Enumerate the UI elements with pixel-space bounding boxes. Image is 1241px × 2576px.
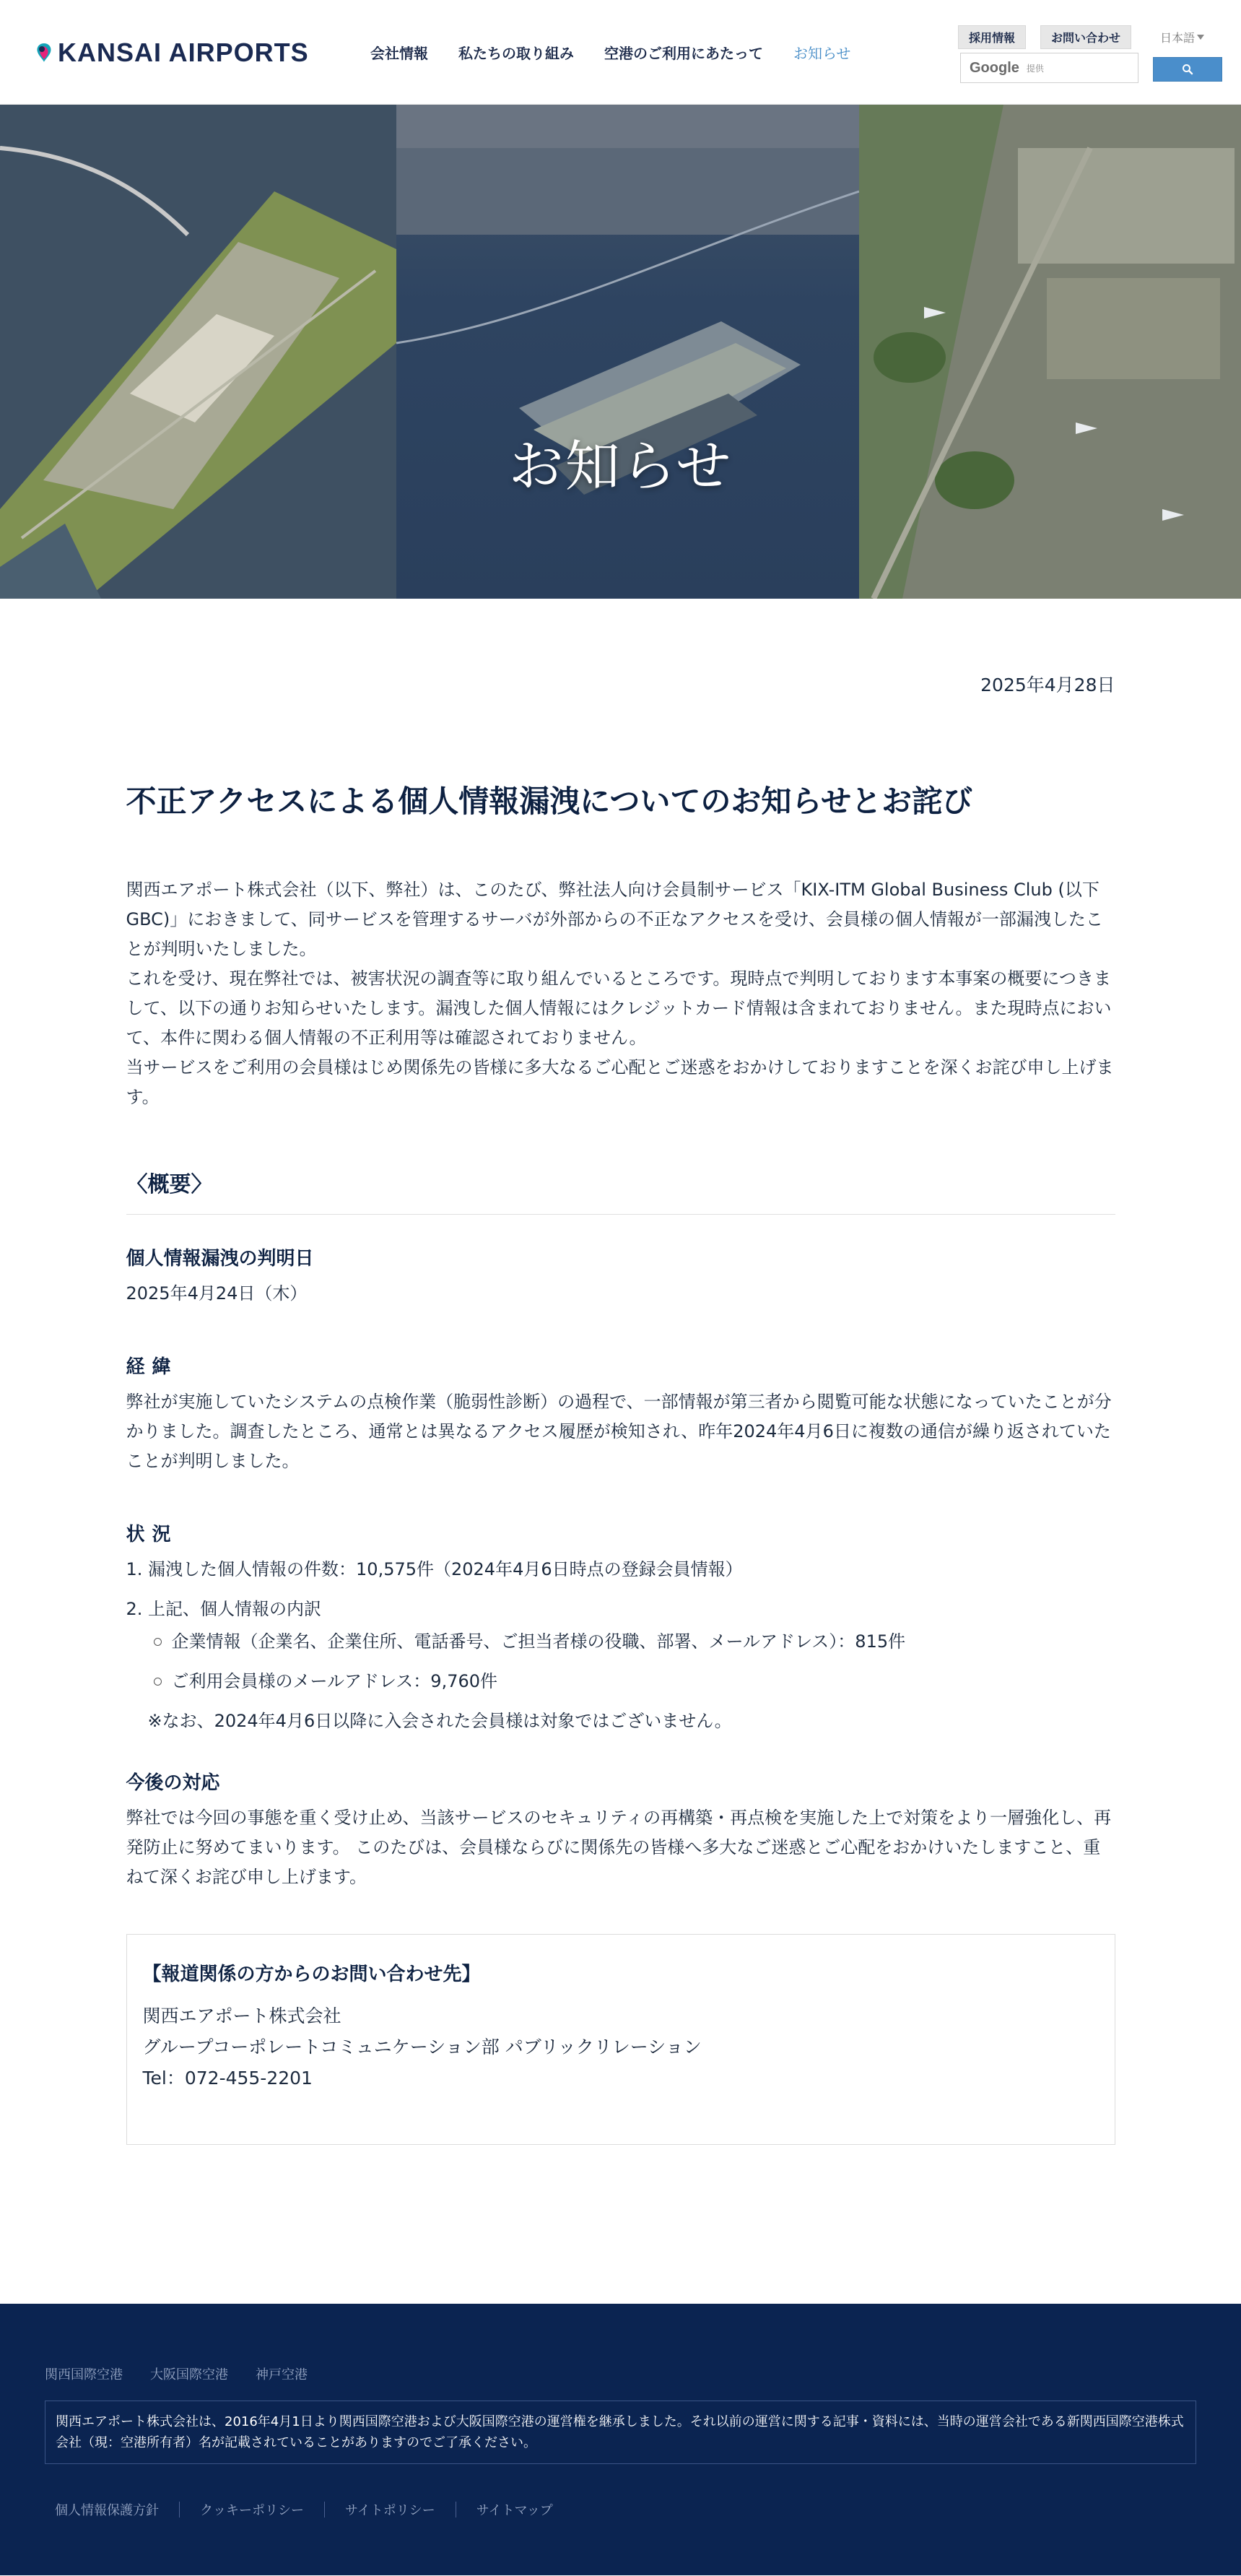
- bullet-circle-icon: [154, 1678, 162, 1686]
- site-footer: [0, 2304, 1241, 2575]
- site-header: [0, 0, 1241, 105]
- divider: [179, 2502, 180, 2518]
- kansai-airports-logo[interactable]: [35, 38, 309, 68]
- breakdown-member-email: ご利用会員様のメールアドレス：9,760件: [171, 1670, 498, 1691]
- contact-company: 関西エアポート株式会社: [142, 2005, 341, 2026]
- hero-banner: [0, 105, 1241, 599]
- hero-image-osaka-itami-airport: [859, 105, 1241, 599]
- footer-link-site-policy[interactable]: サイトポリシー: [345, 2502, 435, 2518]
- article-date: 2025年4月28日: [980, 675, 1115, 695]
- recruit-button[interactable]: 採用情報: [958, 25, 1026, 49]
- discovery-date-heading: 個人情報漏洩の判明日: [126, 1247, 314, 1270]
- discovery-date-text: 2025年4月24日（木）: [126, 1283, 308, 1304]
- article: [126, 599, 1115, 2304]
- nav-item-company[interactable]: 会社情報: [370, 45, 428, 62]
- list-item: 2. 上記、個人情報の内訳: [126, 1598, 322, 1619]
- footer-link-cookie-policy[interactable]: クッキーポリシー: [200, 2502, 304, 2518]
- logo-text: KANSAI AIRPORTS: [58, 38, 309, 67]
- article-title: 不正アクセスによる個人情報漏洩についてのお知らせとお詫び: [126, 784, 973, 819]
- article-intro: [126, 875, 1115, 1112]
- search-icon: [1182, 64, 1193, 75]
- logo-mark-icon: [35, 42, 53, 64]
- divider: [324, 2502, 325, 2518]
- caret-down-icon: [1197, 35, 1204, 40]
- site-search-input[interactable]: [960, 53, 1138, 83]
- language-label: 日本語: [1160, 31, 1196, 45]
- nav-item-airport-usage[interactable]: 空港のご利用にあたって: [604, 45, 763, 62]
- search-button[interactable]: [1153, 57, 1222, 82]
- press-contact-box: [126, 1934, 1115, 2145]
- search-provided-label: 提供: [1026, 63, 1044, 74]
- footer-link-sitemap[interactable]: サイトマップ: [476, 2502, 553, 2518]
- intro-paragraph: 当サービスをご利用の会員様はじめ関係先の皆様に多大なるご心配とご迷惑をおかけしておりますことを深くお詫び申し上げます。: [126, 1057, 1114, 1107]
- list-item: 1. 漏洩した個人情報の件数：10,575件（2024年4月6日時点の登録会員情報）: [126, 1558, 743, 1579]
- hero-image-kansai-airport: [0, 105, 396, 599]
- footer-link-osaka-airport[interactable]: 大阪国際空港: [150, 2367, 228, 2382]
- list-item: [154, 1667, 1115, 1696]
- nav-item-news[interactable]: お知らせ: [793, 45, 851, 62]
- language-selector[interactable]: [1160, 29, 1204, 45]
- footer-airport-links: [45, 2364, 1196, 2383]
- status-note: ※なお、2024年4月6日以降に入会された会員様は対象ではございません。: [147, 1710, 732, 1731]
- intro-paragraph: 関西エアポート株式会社（以下、弊社）は、このたび、弊社法人向け会員制サービス「KIX-ITM Global Business Club (以下GBC)」におきまして、同サービスを管理するサーバが外部からの不正なアクセスを受け、会員様の個人情報が一部漏洩したことが判明いたしました。: [126, 879, 1103, 959]
- list-item: [154, 1627, 1115, 1657]
- status-list: [126, 1555, 1115, 1736]
- contact-department: グループコーポレートコミュニケーション部 パブリックリレーション: [142, 2036, 702, 2057]
- response-heading: 今後の対応: [126, 1771, 220, 1794]
- breakdown-list: [154, 1627, 1115, 1696]
- footer-link-privacy-policy[interactable]: 個人情報保護方針: [55, 2502, 159, 2518]
- nav-item-initiatives[interactable]: 私たちの取り組み: [458, 45, 574, 62]
- status-heading: 状況: [126, 1523, 178, 1545]
- footer-policy-links: [45, 2500, 1196, 2519]
- intro-paragraph: これを受け、現在弊社では、被害状況の調査等に取り組んでいるところです。現時点で判明しております本事案の概要につきまして、以下の通りお知らせいたします。漏洩した個人情報にはクレジットカード情報は含まれておりません。また現時点において、本件に関わる個人情報の不正利用等は確認されておりません。: [126, 968, 1112, 1048]
- background-text: 弊社が実施していたシステムの点検作業（脆弱性診断）の過程で、一部情報が第三者から閲覧可能な状態になっていたことが分かりました。調査したところ、通常とは異なるアクセス履歴が検知され、昨年2024年4月6日に複数の通信が繰り返されていたことが判明しました。: [126, 1391, 1112, 1471]
- utility-bar: [958, 25, 1204, 49]
- response-text: 弊社では今回の事態を重く受け止め、当該サービスのセキュリティの再構築・再点検を実施した上で対策をより一層強化し、再発防止に努めてまいります。 このたびは、会員様ならびに関係先の皆様へ多大なご迷惑とご心配をおかけいたしますこと、重ねて深くお詫び申し上げます。: [126, 1807, 1112, 1887]
- breakdown-company-info: 企業情報（企業名、企業住所、電話番号、ご担当者様の役職、部署、メールアドレス）：815件: [171, 1631, 906, 1652]
- main-nav: [370, 42, 850, 63]
- press-contact-title: 【報道関係の方からのお問い合わせ先】: [142, 1963, 481, 1985]
- overview-heading: 〈概要〉: [126, 1166, 1115, 1215]
- google-logo: Google: [970, 59, 1019, 76]
- hero-title: お知らせ: [508, 434, 733, 498]
- bullet-circle-icon: [154, 1638, 162, 1646]
- contact-button[interactable]: お問い合わせ: [1040, 25, 1131, 49]
- footer-notice: 関西エアポート株式会社は、2016年4月1日より関西国際空港および大阪国際空港の運営権を継承しました。それ以前の運営に関する記事・資料には、当時の運営会社である新関西国際空港株式会社（現：空港所有者）名が記載されていることがありますのでご了承ください。: [45, 2401, 1196, 2464]
- footer-link-kobe-airport[interactable]: 神戸空港: [256, 2367, 308, 2382]
- footer-link-kansai-airport[interactable]: 関西国際空港: [45, 2367, 123, 2382]
- contact-tel: Tel：072-455-2201: [142, 2067, 313, 2089]
- hero-image-osaka-bay: [396, 105, 859, 599]
- background-heading: 経緯: [126, 1356, 178, 1378]
